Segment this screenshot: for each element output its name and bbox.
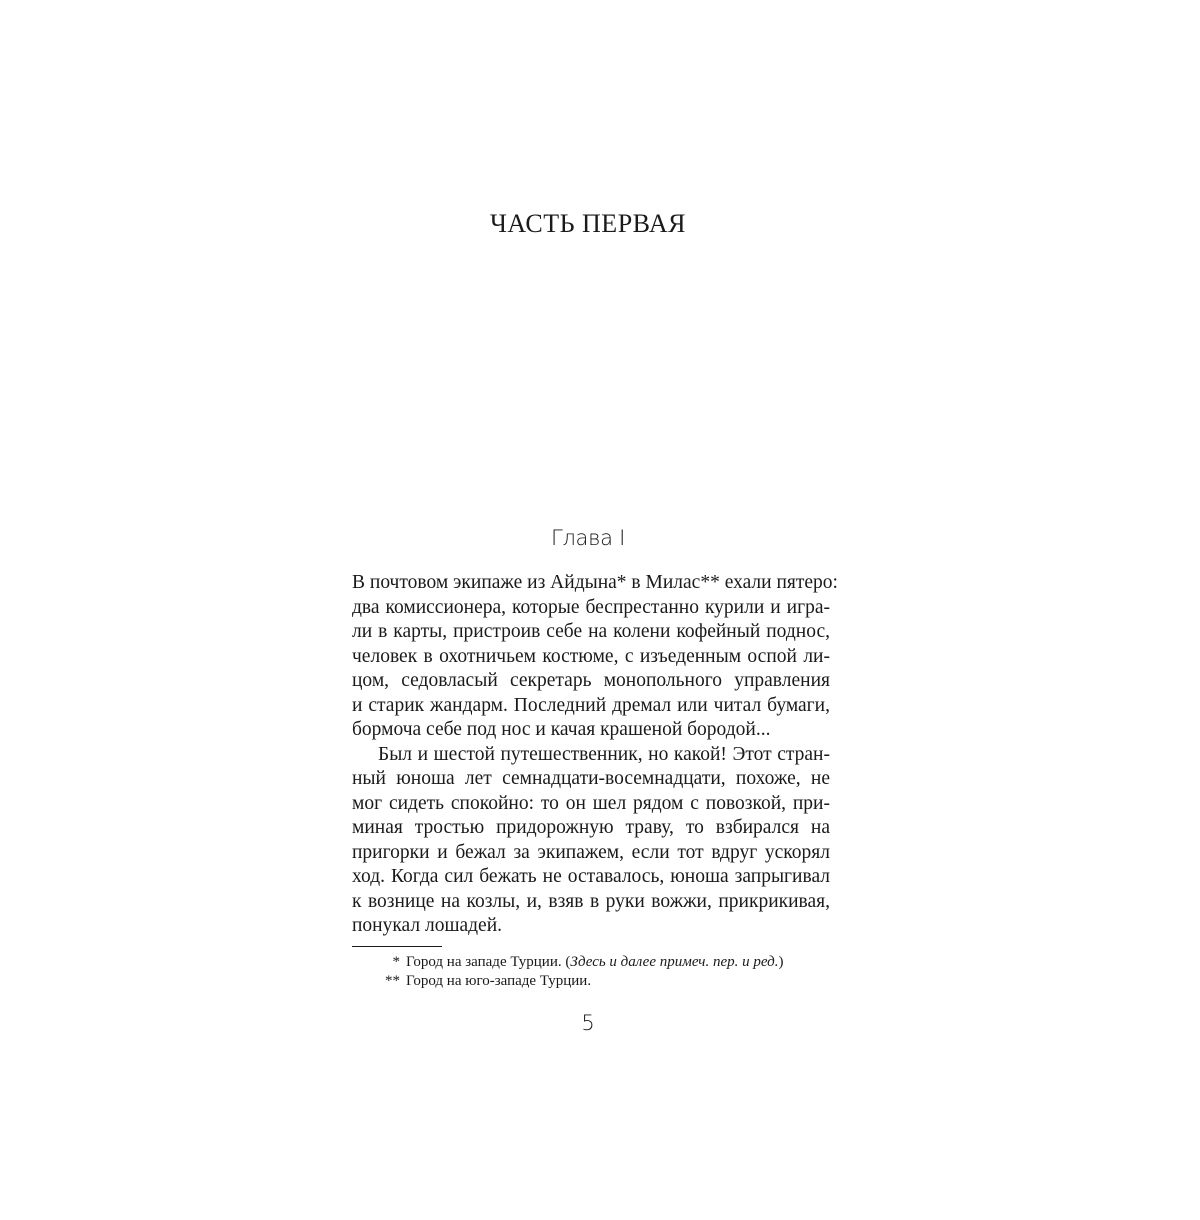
text-line: и старик жандарм. Последний дремал или читал бумаги, xyxy=(352,694,830,716)
text-line: к вознице на козлы, и, взяв в руки вожжи, прикрикивая, xyxy=(352,890,830,912)
text-line: человек в охотничьем костюме, с изъеденным оспой ли- xyxy=(352,645,830,667)
footnote-2 xyxy=(376,972,783,991)
text-line: ный юноша лет семнадцати-восемнадцати, похоже, не xyxy=(352,768,830,789)
footnote-mark: ** xyxy=(385,973,400,989)
page-number: 5 xyxy=(581,1011,595,1035)
text-line: Был и шестой путешественник, но какой! Этот стран- xyxy=(378,743,830,765)
paragraph-2 xyxy=(352,743,830,939)
chapter-title: Глава I xyxy=(551,526,625,550)
footnote-divider xyxy=(352,946,442,947)
text-line: бормоча себе под нос и качая крашеной бородой... xyxy=(352,719,771,740)
footnote-text-after: ) xyxy=(778,954,784,970)
text-line: два комиссионера, которые беспрестанно курили и игра- xyxy=(352,596,830,618)
text-line: ли в карты, пристроив себе на колени кофейный поднос, xyxy=(352,621,830,642)
footnote-text: Город на юго-западе Турции. xyxy=(406,973,592,989)
body-text xyxy=(352,571,838,939)
paragraph-1 xyxy=(352,571,838,743)
footnotes xyxy=(376,953,783,991)
footnote-text: Город на западе Турции. ( xyxy=(406,954,571,970)
text-line: мог сидеть спокойно: то он шел рядом с повозкой, при- xyxy=(352,792,830,814)
footnote-1 xyxy=(376,953,783,972)
part-title: ЧАСТЬ ПЕРВАЯ xyxy=(490,209,686,238)
text-line: пригорки и бежал за экипажем, если тот вдруг ускорял xyxy=(352,841,830,863)
text-line: цом, седовласый секретарь монопольного управления xyxy=(352,670,830,691)
footnote-mark: * xyxy=(392,954,400,970)
text-line: понукал лошадей. xyxy=(352,915,503,936)
text-line: ход. Когда сил бежать не оставалось, юноша запрыгивал xyxy=(352,866,830,887)
footnote-italic-text: Здесь и далее примеч. пер. и ред. xyxy=(570,954,779,970)
text-line: миная тростью придорожную траву, то взбирался на xyxy=(352,817,830,838)
text-line: В почтовом экипаже из Айдына* в Милас** ехали пятеро: xyxy=(352,572,838,593)
